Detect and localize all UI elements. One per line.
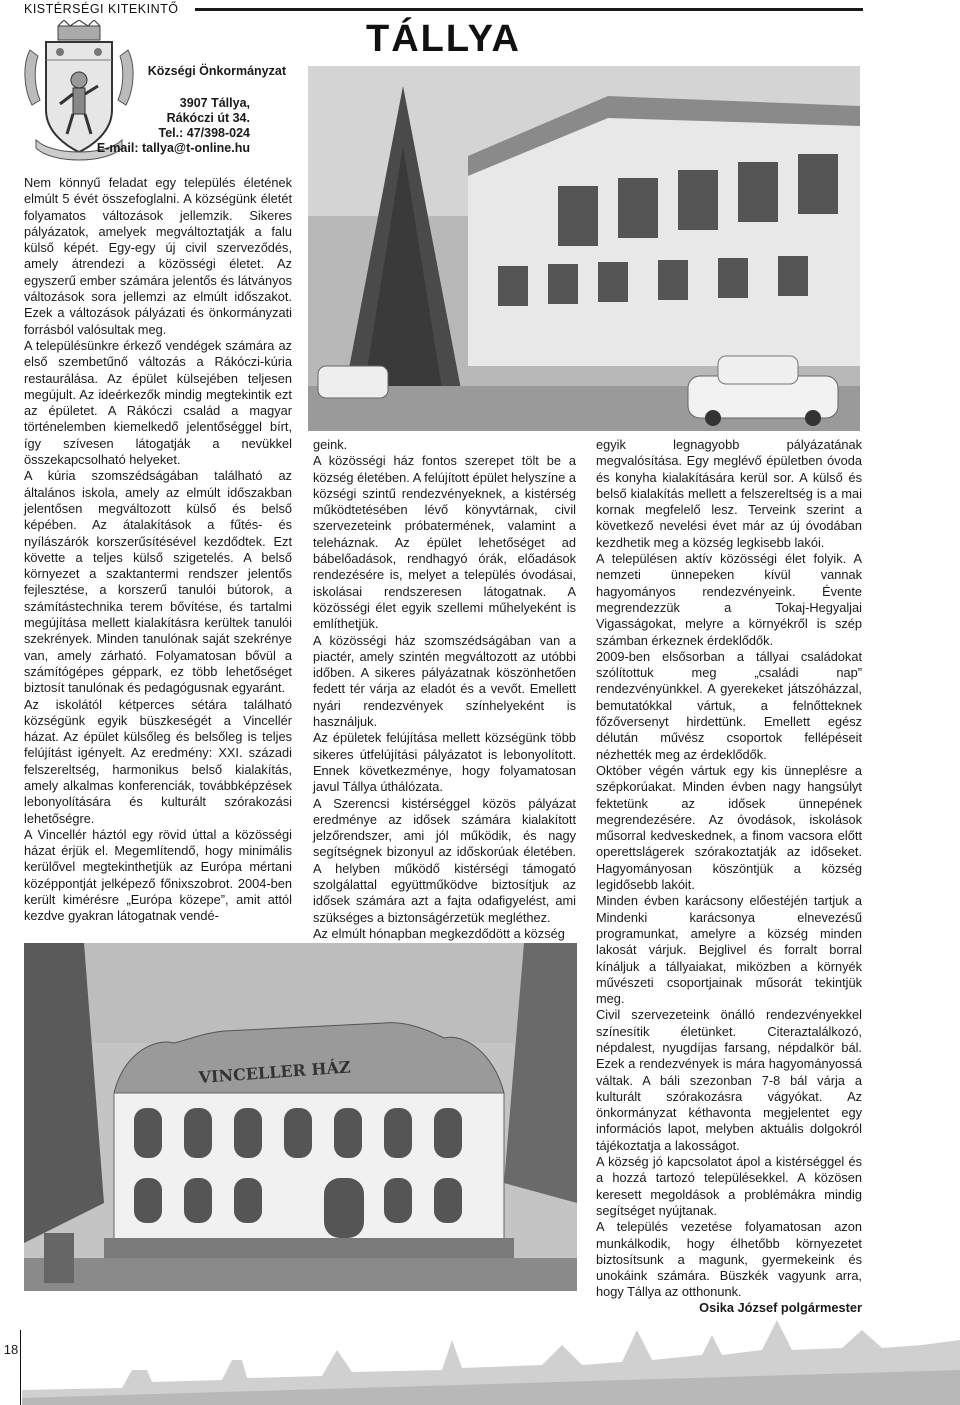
paragraph: Az iskolától kétperces sétára található községünk egyik büszkeségét a Vincellér házat. Az épület külsőleg és belsőleg is teljes felújítást igényelt. Az eredmény: XXI. századi felszereltség, harmonikus belső kialakítás, amely alkalmas konferenciák, továbbképzések lebonyolítására és kulturált szórakozási lehetőségre.: [24, 696, 292, 826]
office-name: Községi Önkormányzat: [147, 64, 286, 78]
author-signature: Osika József polgármester: [699, 1300, 862, 1315]
paragraph: A településünkre érkező vendégek számára az első szembetűnő változás a Rákóczi-kúria restaurálása. Az épület külsejében teljesen megújult. Az ideérkezők mindig megtekintik ezt az épületet. A Rákóczi család a magyar történelemben kiemelkedő jelentőséggel bírt, így szívesen látogatják a nevükkel összekapcsolható helyeket.: [24, 337, 292, 468]
paragraph: Minden évben karácsony előestéjén tartjuk a Mindenki karácsonya elnevezésű programunkat, amelyre a község minden lakosát várjuk. Bejglivel és forralt borral kínáljuk a tállyaiakat, miközben a környék művészeti csoportjainak műsorát tekintjük meg.: [596, 893, 862, 1007]
town-skyline-illustration: [22, 1310, 960, 1405]
paragraph: 2009-ben elsősorban a tállyai családokat szólítottuk meg „családi nap” rendezvényünkkel. A gyerekeket játszóházzal, bemutatókkal vártuk, a felnőtteknek főzőversenyt hirdettünk. Emellett egész délután művész csoportok fellépéseit nézhették meg az érdeklődők.: [596, 648, 862, 762]
article-column-1: [24, 175, 292, 925]
paragraph: A település vezetése folyamatosan azon munkálkodik, hogy élhetőbb környezetet biztosítsunk a magunk, gyermekeink és unokáink számára. Büszkék vagyunk arra, hogy Tállya az otthonunk.: [596, 1219, 862, 1300]
paragraph: Az épületek felújítása mellett községünk több sikeres útfelújítási pályázatot is lebonyolított. Ennek következménye, hogy folyamatosan javul Tállya úthálózata.: [313, 730, 576, 795]
section-label: KISTÉRSÉGI KITEKINTŐ: [24, 2, 179, 16]
paragraph: A kúria szomszédságában található az általános iskola, amely az elmúlt időszakban jelentősen megváltozott külső és belső képében. Az átalakítások a fűtés- és nyílászárók korszerűsítésével kezdődtek. Ezt követte a teljes külső szigetelés. A belső környezet a szaktantermi rendszer jelentős fejlesztése, a korszerű tanulói bútorok, a számítástechnika terem bővítése, és tartalmi megújítása mellett kialakításra kerültek tanulói szekrények. Minden tanulónak saját szekrénye van, amely zárható. Folyamatosan bővül a számítógépes géppark, ez több lehetőséget biztosít tanulónak és pedagógusnak egyaránt.: [24, 468, 292, 696]
school-building-photo: [308, 66, 860, 431]
paragraph: A Szerencsi kistérséggel közös pályázat eredménye az idősek számára kialakított jelzőrendszer, ami jól működik, és nagy segítségnek bizonyul az időskorúak életében. A helyben működő kistérségi támogató szolgálattal együttműködve biztosítjuk az idősek számára azt a fajta odafigyelést, ami szükséges a biztonságérzetük megléthez.: [313, 795, 576, 925]
phone-line: Tel.: 47/398-024: [158, 126, 250, 140]
article-column-3: [596, 437, 862, 1301]
paragraph: Október végén vártuk egy kis ünneplésre a szépkorúakat. Minden évben nagy hangsúlyt fektetünk az idősek ünnepének megrendezésére. Az óvodások, iskolások műsorral kedveskednek, a finom vacsora előtt operettslágerek szórakoztatják az időseket. Hagyományosan köszöntjük a község legidősebb lakóit.: [596, 762, 862, 893]
address-line: 3907 Tállya,: [179, 96, 250, 110]
header-rule: [195, 8, 863, 11]
paragraph: A közösségi ház fontos szerepet tölt be a község életében. A felújított épület helyszíne a községi szintű rendezvényeknek, a kistérség működtetésében lévő könyvtárnak, civil szervezeteink próbatermének, valamint a teleháznak. Az épület lehetőséget ad bábelőadások, rendhagyó órák, előadások rendezésére is, melyet a település óvodásai, iskolásai rendszeresen látogatnak. A közösségi élet egyik szellemi műhelyeként is említhetjük.: [313, 453, 576, 632]
page-number: 18: [3, 1342, 19, 1357]
paragraph: A településen aktív közösségi élet folyik. A nemzeti ünnepeken kívül vannak hagyományos rendezvényeink. Évente megrendezzük a Tokaj-Hegyaljai Vigasságokat, melyre a környékről is szép számban érkeznek érdeklődők.: [596, 551, 862, 648]
paragraph: A Vincellér háztól egy rövid úttal a közösségi házat érjük el. Megemlítendő, hogy minimális kerülővel megtekinthetjük az Európa mértani középpontját jelképező főnixszobrot. 2004-ben került kimérésre „Európa közepe”, amit attól kezdve gyakran látogatnak vendé-: [24, 826, 292, 924]
article-column-2: [313, 437, 576, 942]
paragraph: A közösségi ház szomszédságában van a piactér, amely szintén megváltozott az utóbbi időben. A sikeres pályázatnak köszönhetően fedett tér várja az eladót és a vevőt. Emellett nyári rendezvények színhelyeként is használjuk.: [313, 632, 576, 730]
vinceller-sign: VINCELLER HÁZ: [197, 1057, 352, 1087]
paragraph: Az elmúlt hónapban megkezdődött a község: [313, 925, 565, 941]
office-address: [60, 96, 250, 156]
paragraph: geink.: [313, 437, 348, 452]
page-title: TÁLLYA: [366, 18, 521, 60]
address-line: Rákóczi út 34.: [166, 111, 250, 125]
vinceller-house-photo: [24, 943, 577, 1291]
email-line: E-mail: tallya@t-online.hu: [96, 141, 250, 155]
paragraph: Nem könnyű feladat egy település életének elmúlt 5 évét összefoglalni. A községünk életét folyamatos változások jellemzik. Sikeres pályázatok, amelyek megváltoztatják a falu külső képét. Egy-egy új civil szerveződés, amely átrendezi a közösségi életet. Az egyszerű ember számára jelentős és látványos változások sora jellemzi az elmúlt időszakot. Ezek a változások pályázati és önkormányzati forrásból valósultak meg.: [24, 175, 292, 337]
paragraph: Civil szervezeteink önálló rendezvényekkel színesítik életünket. Citeraztalálkozó, népdalest, nyugdíjas farsang, népdalkör bál. Ezek a rendezvények is mára hagyományossá váltak. A báli szezonban 7-8 bál várja a kulturált szórakozásra vágyókat. Az önkormányzat kéthavonta megjelentet egy információs lapot, melyben aktuális dolgokról tájékoztatja a lakosságot.: [596, 1007, 862, 1153]
paragraph: A község jó kapcsolatot ápol a kistérséggel és a hozzá tartozó településekkel. A közösen keresett megoldások a problémákra mindig segítséget nyújtanak.: [596, 1154, 862, 1218]
paragraph: egyik legnagyobb pályázatának megvalósítása. Egy meglévő épületben óvoda és konyha kialakítására kerül sor. A külső és belső kialakítás mellett a felszereltség is a mai kornak megfelelő lesz. Terveink szerint a következő nevelési évet már az új óvodában kezdhetik meg a község legkisebb lakói.: [596, 437, 862, 550]
